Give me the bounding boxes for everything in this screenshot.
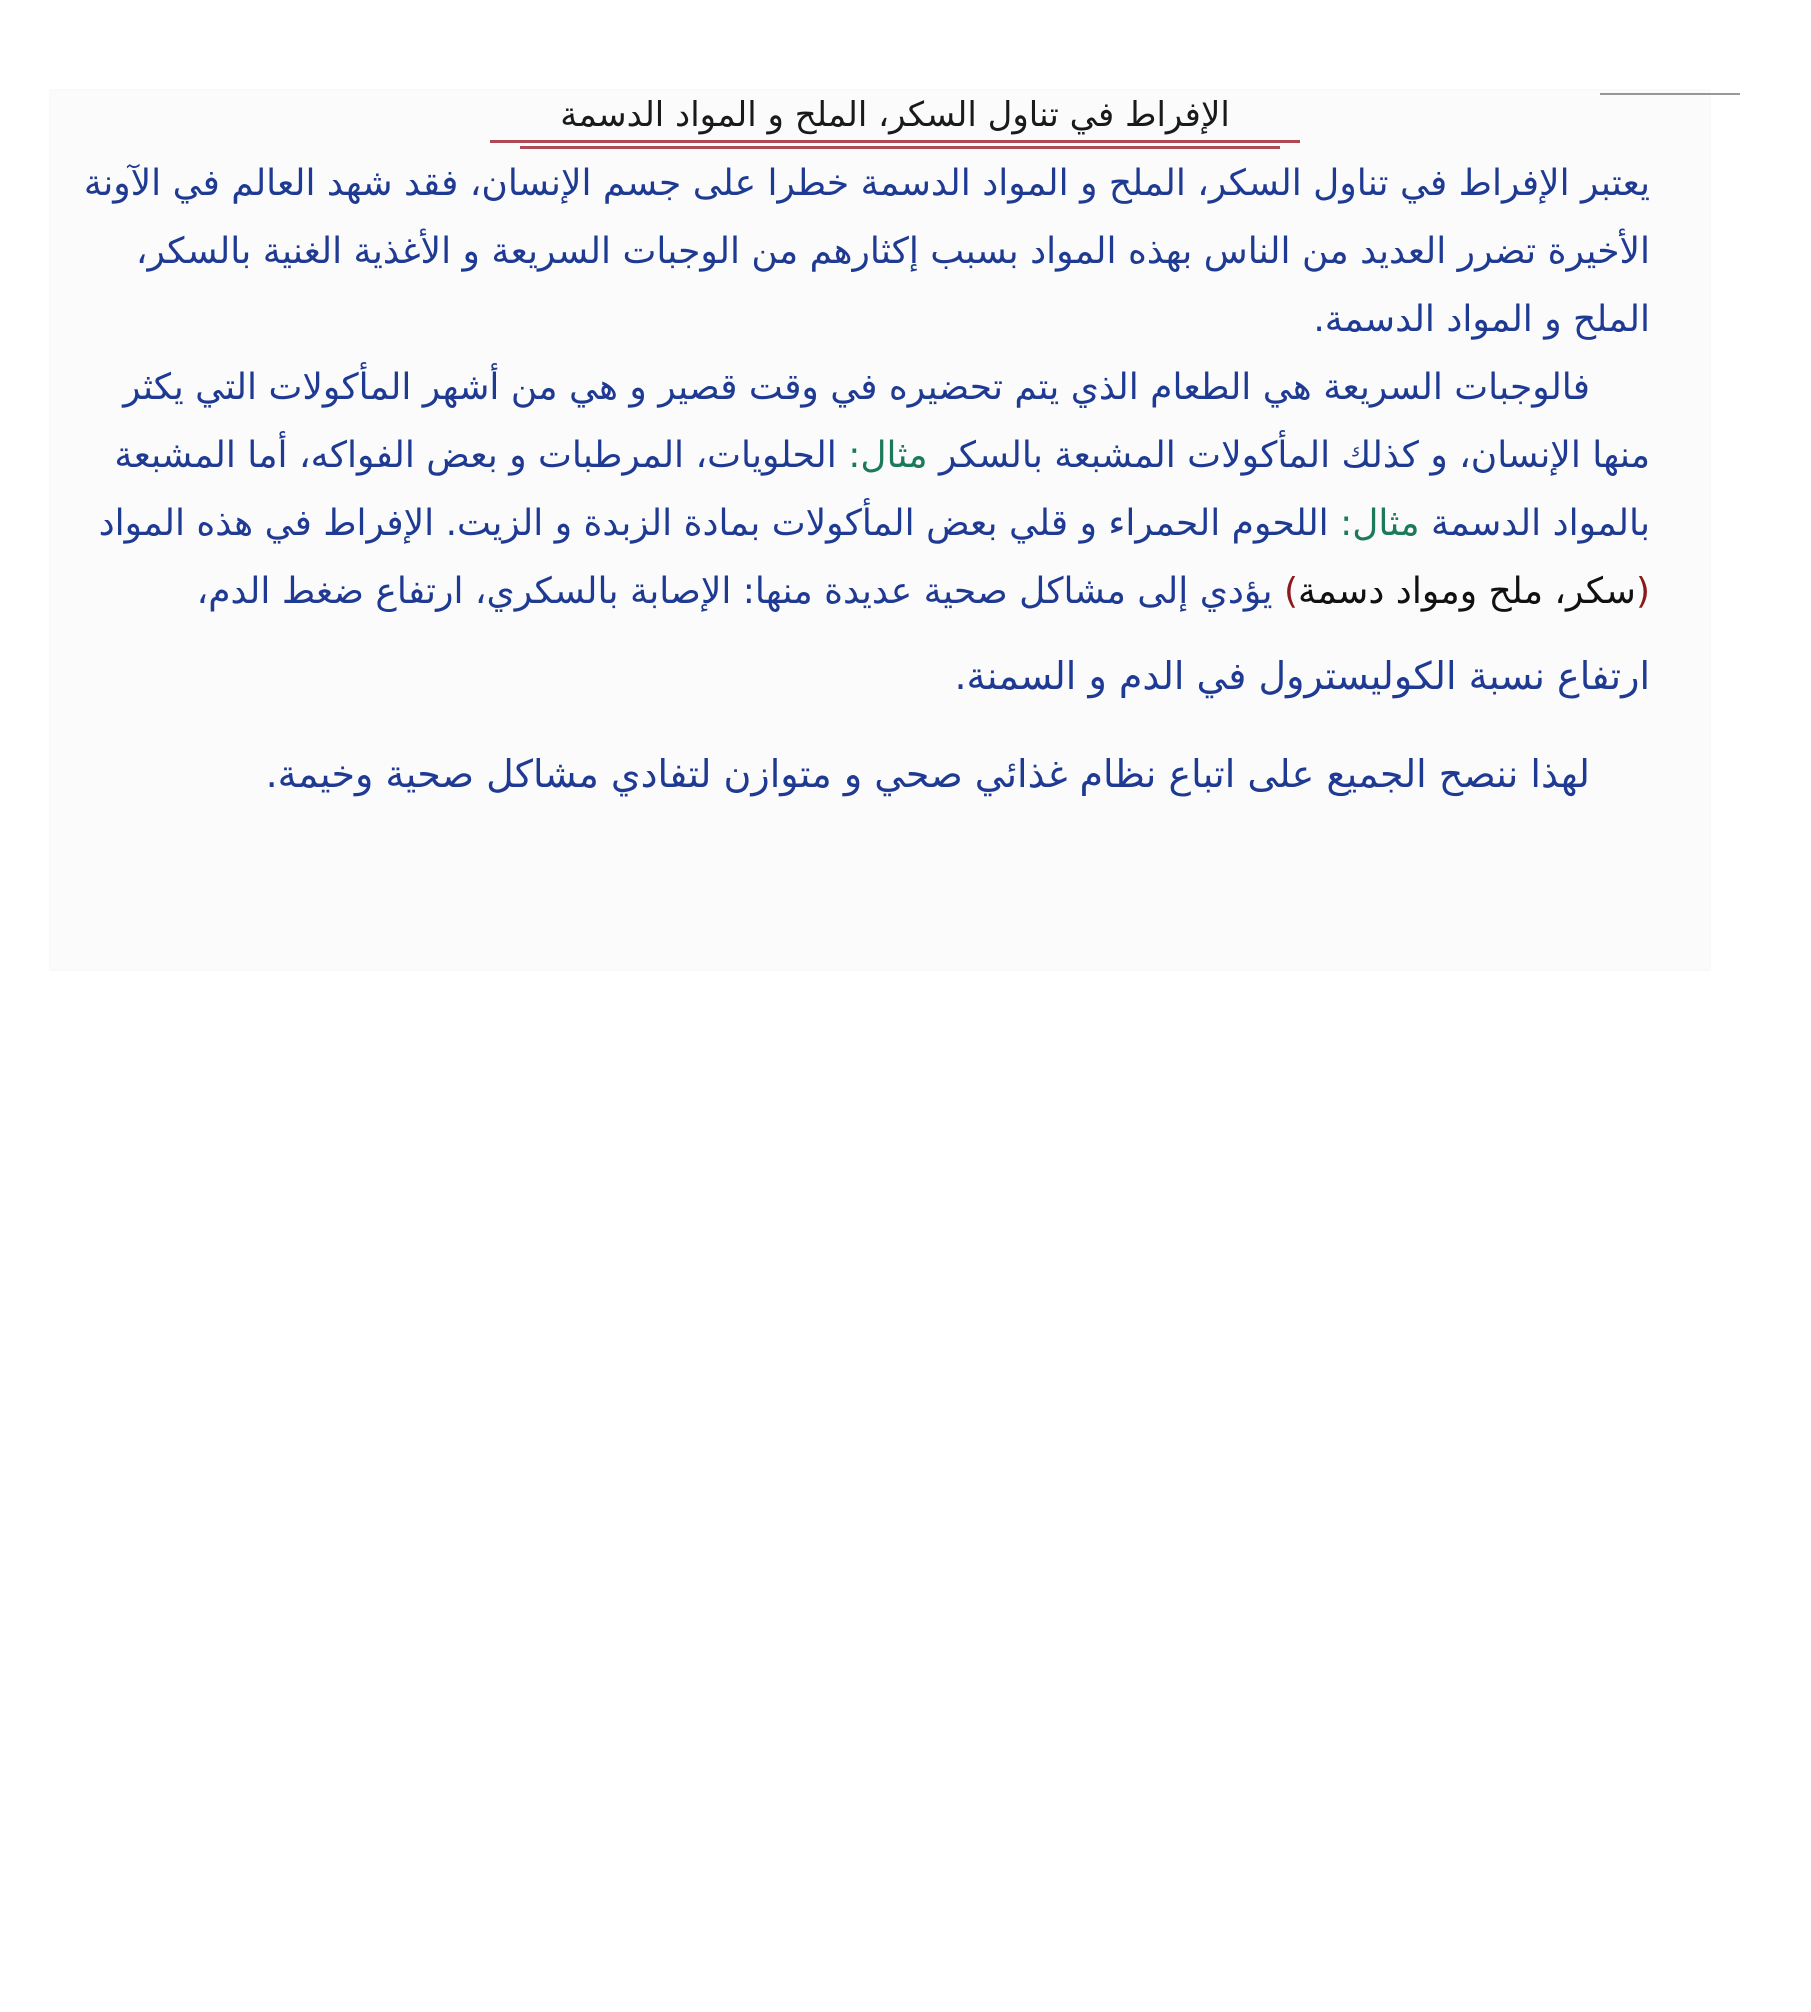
parenthetical-note: سكر، ملح ومواد دسمة	[1298, 571, 1636, 612]
health-problems-text: يؤدي إلى مشاكل صحية عديدة منها: الإصابة بالسكري، ارتفاع ضغط الدم،	[196, 571, 1273, 612]
parenthesis-open: (	[1635, 571, 1650, 612]
fat-examples-text: اللحوم الحمراء و قلي بعض المأكولات بمادة الزبدة و الزيت. الإفراط في هذه المواد	[98, 503, 1329, 544]
paragraph-intro: يعتبر الإفراط في تناول السكر، الملح و المواد الدسمة خطرا على جسم الإنسان، فقد شهد العالم في الآونة الأخيرة تضرر العديد من الناس بهذه المواد بسبب إكثارهم من الوجبات السريعة و الأغذية الغنية بالسكر، الملح و المواد الدسمة.	[83, 163, 1650, 340]
paragraph-conclusion: لهذا ننصح الجميع على اتباع نظام غذائي صحي و متوازن لتفادي مشاكل صحية وخيمة.	[265, 752, 1590, 796]
sugar-examples-text: الحلويات، المرطبات و بعض الفواكه، أما المشبعة بالمواد الدسمة	[114, 435, 1650, 544]
paragraph-fast-food-last-line: ارتفاع نسبة الكوليسترول في الدم و السمنة.	[954, 654, 1650, 698]
parenthesis-close: )	[1284, 571, 1299, 612]
example-label-second: مثال:	[1340, 503, 1420, 544]
paragraph-fast-food	[70, 354, 1650, 626]
example-label: مثال:	[848, 435, 928, 476]
scan-edge-line	[1600, 93, 1740, 95]
title-underline-second	[520, 146, 1280, 149]
document-body	[70, 150, 1650, 814]
title-underline	[490, 140, 1300, 143]
document-title: الإفراط في تناول السكر، الملح و المواد الدسمة	[560, 95, 1230, 135]
paragraph-fast-food-text: فالوجبات السريعة هي الطعام الذي يتم تحضيره في وقت قصير و هي من أشهر المأكولات التي يكثر منها الإنسان، و كذلك المأكولات المشبعة بالسكر	[123, 367, 1650, 476]
title-block	[480, 92, 1310, 152]
